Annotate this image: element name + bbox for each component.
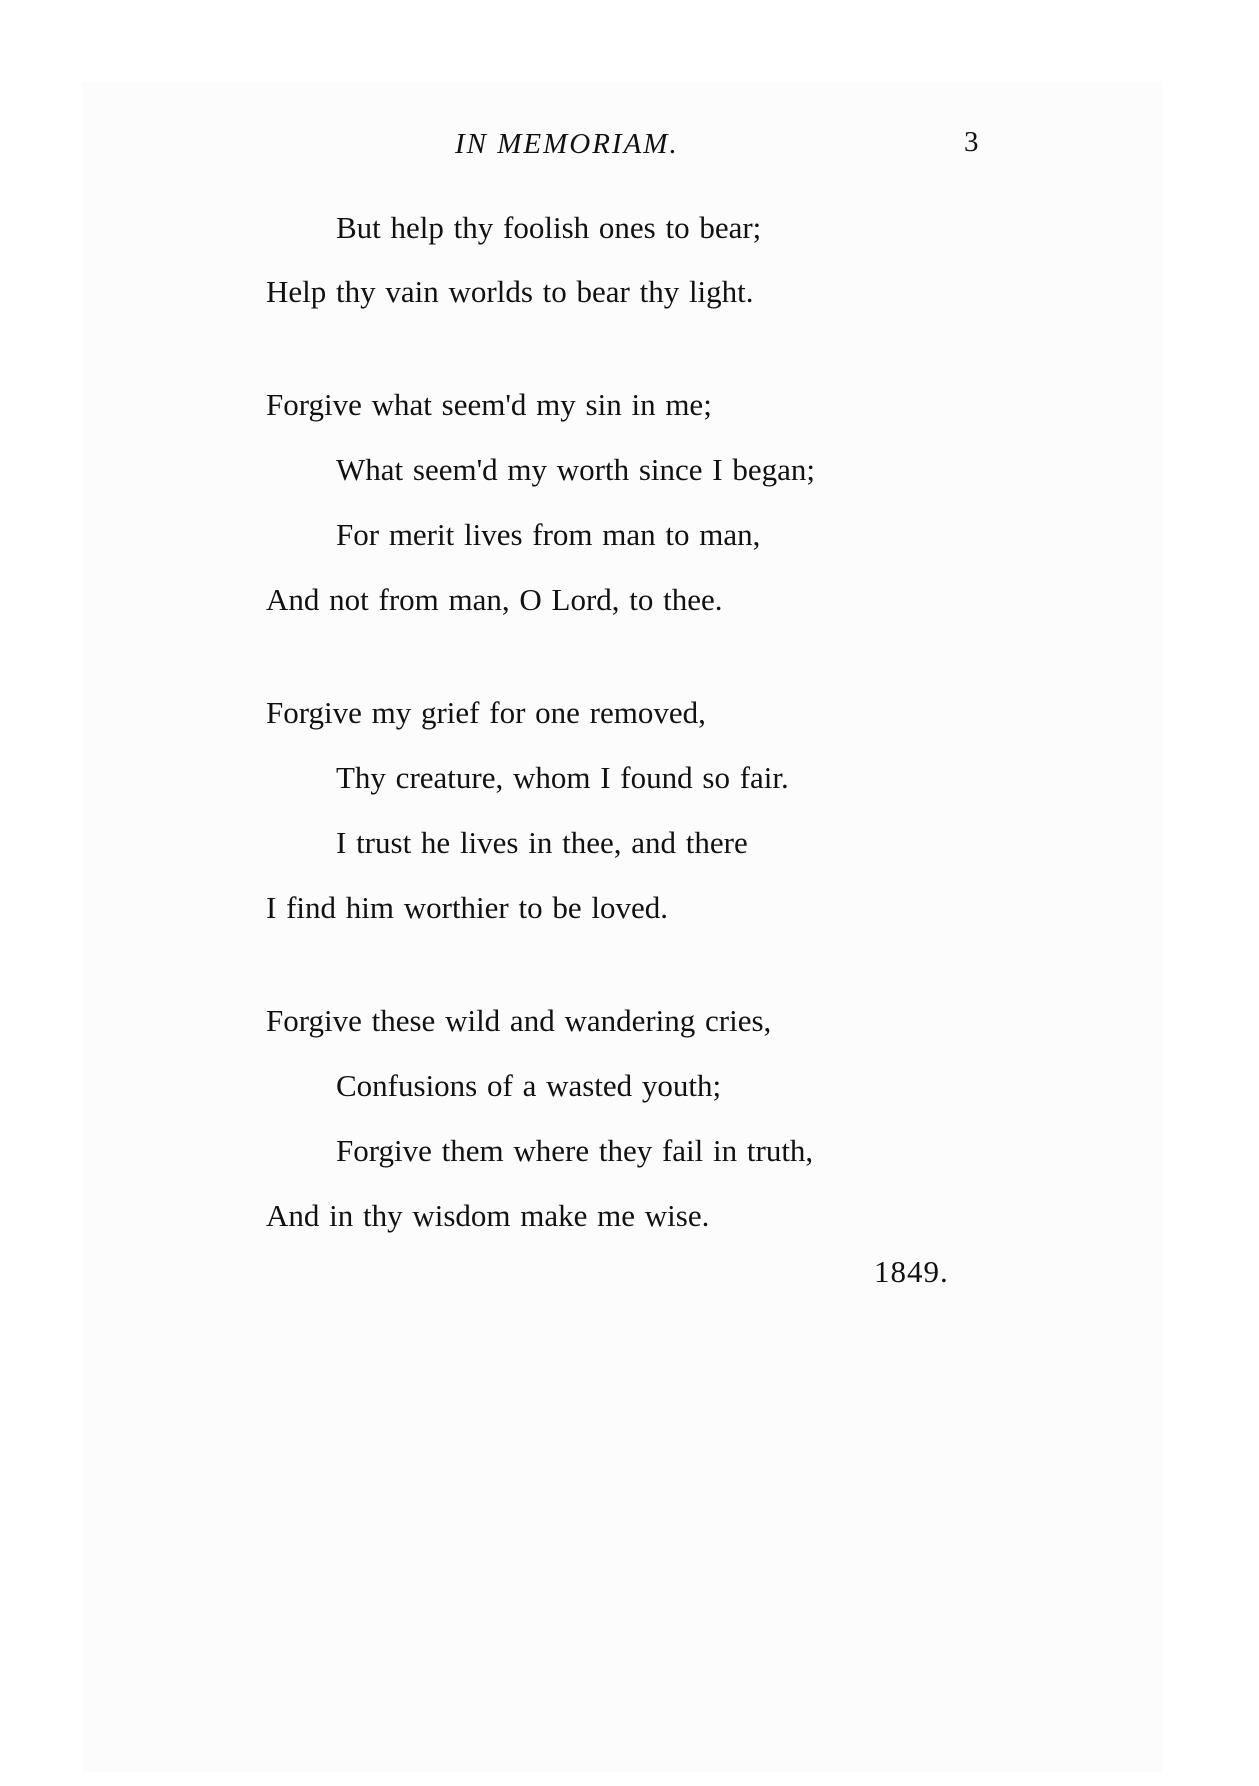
poem-date: 1849. — [874, 1254, 949, 1289]
poem-line: Forgive what seem'd my sin in me; — [266, 387, 712, 422]
poem-line: What seem'd my worth since I began; — [336, 452, 815, 487]
poem-line: Help thy vain worlds to bear thy light. — [266, 274, 754, 309]
poem-line: I find him worthier to be loved. — [266, 890, 668, 925]
poem-line: And in thy wisdom make me wise. — [266, 1198, 710, 1233]
page-number: 3 — [964, 126, 979, 158]
poem-line: And not from man, O Lord, to thee. — [266, 582, 723, 617]
poem-line: Forgive my grief for one removed, — [266, 695, 706, 730]
poem-line: But help thy foolish ones to bear; — [336, 210, 762, 245]
poem-line: Forgive these wild and wandering cries, — [266, 1003, 772, 1038]
running-title: IN MEMORIAM. — [455, 128, 679, 160]
poem-line: Thy creature, whom I found so fair. — [336, 760, 789, 795]
poem-line: Forgive them where they fail in truth, — [336, 1133, 814, 1168]
poem-line: For merit lives from man to man, — [336, 517, 761, 552]
poem-line: Confusions of a wasted youth; — [336, 1068, 722, 1103]
poem-line: I trust he lives in thee, and there — [336, 825, 748, 860]
